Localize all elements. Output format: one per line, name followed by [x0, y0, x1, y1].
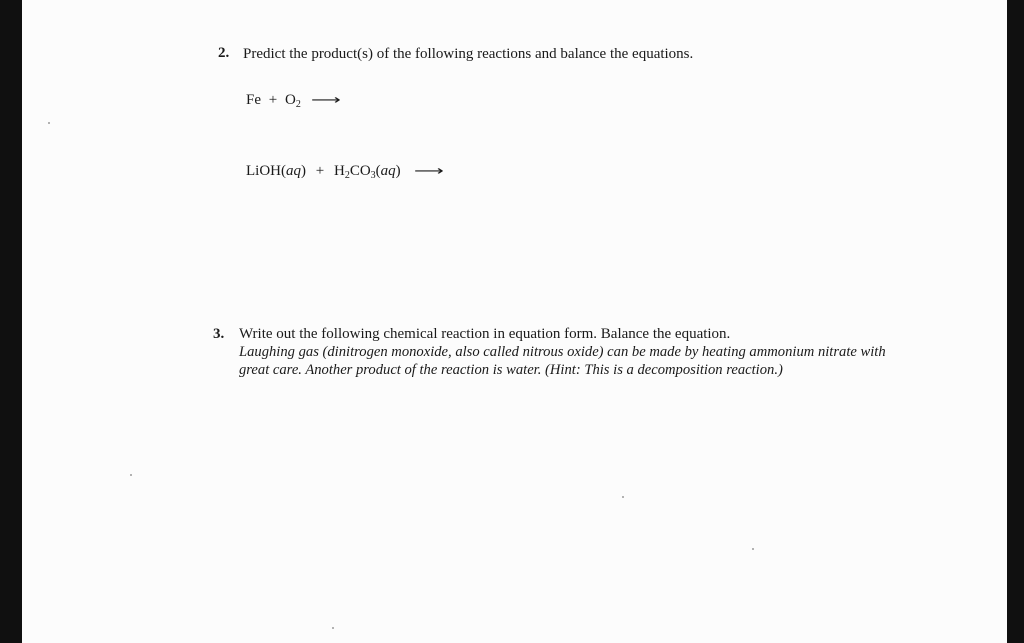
question-3-number: 3. — [213, 326, 225, 342]
question-3-detail-line-2: great care. Another product of the reaction is water. (Hint: This is a decomposition reaction.) — [239, 362, 783, 378]
paper-speck — [130, 474, 132, 476]
paper-speck — [622, 496, 624, 498]
worksheet-page — [22, 0, 1007, 643]
reaction-arrow-icon: ⟶ — [414, 164, 445, 179]
reactant-h2co3: $H_2CO_3(aq)$ — [333, 163, 401, 181]
plus-sign: + — [315, 163, 325, 179]
question-3-detail-line-1: Laughing gas (dinitrogen monoxide, also called nitrous oxide) can be made by heating ammonium nitrate with — [239, 344, 886, 360]
equation-fe-o2 — [246, 92, 341, 110]
question-3-prompt: Write out the following chemical reaction in equation form. Balance the equation. — [239, 326, 731, 342]
left-dark-margin — [0, 0, 22, 643]
question-2-prompt: Predict the product(s) of the following reactions and balance the equations. — [243, 46, 694, 62]
paper-speck — [332, 627, 334, 629]
equation-lioh-h2co3 — [246, 163, 445, 181]
question-2-number: 2. — [218, 45, 230, 61]
reaction-arrow-icon: ⟶ — [310, 93, 341, 108]
paper-speck — [48, 122, 50, 124]
reactant-o2: $O_2$ — [284, 92, 301, 110]
paper-speck — [752, 548, 754, 550]
plus-sign: + — [268, 92, 278, 108]
reactant-fe: Fe — [246, 92, 261, 108]
right-dark-margin — [1007, 0, 1024, 643]
reactant-lioh: LiOH(aq) — [246, 163, 306, 179]
